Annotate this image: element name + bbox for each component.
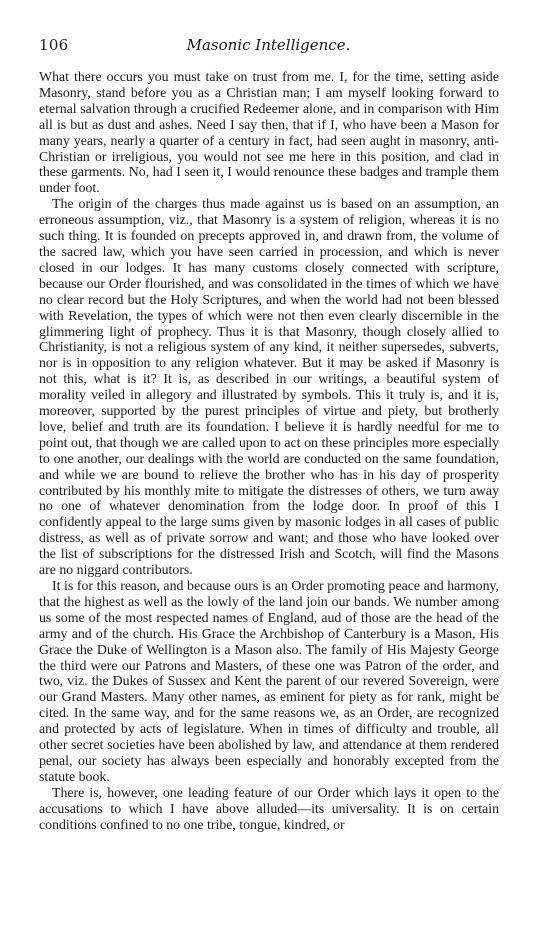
- body-text: [39, 69, 499, 833]
- paragraph: There is, however, one leading feature of our Order which lays it open to the accusations to which I have above alluded—its universality. It is on certain conditions confined to no one tribe, tongue, kindred, or: [39, 784, 499, 832]
- running-head: Masonic Intelligence.: [186, 36, 351, 54]
- page-number: 106: [39, 36, 69, 54]
- paragraph: It is for this reason, and because ours is an Order promoting peace and harmony, that the highest as well as the lowly of the land join our bands. We number among us some of the most respected names of England, aud of those are the head of the army and of the church. His Grace the Archbishop of Canterbury is a Mason, His Grace the Duke of Wellington is a Mason also. The family of His Majesty George the third were our Patrons and Masters, of these one was Patron of the order, and two, viz. the Dukes of Sussex and Kent the parent of our revered Sovereign, were our Grand Masters. Many other names, as eminent for piety as for rank, might be cited. In the same way, and for the same reasons we, as an Order, are recognized and protected by acts of legislature. When in times of difficulty and trouble, all other secret societies have been abolished by law, and attendance at them rendered penal, our society has always been especially and honorably excepted from the statute book.: [39, 578, 499, 784]
- paragraph: The origin of the charges thus made against us is based on an assumption, an erroneous assumption, viz., that Masonry is a system of religion, whereas it is no such thing. It is founded on precepts approved in, and drawn from, the volume of the sacred law, which you have seen carried in procession, and which is never closed in our lodges. It has many customs closely connected with scripture, because our Order flourished, and was consolidated in the times of which we have no clear record but the Holy Scriptures, and when the world had not been blessed with Revelation, the types of which were not then even clearly discernible in the glimmering light of prophecy. Thus it is that Masonry, though closely allied to Christianity, is not a religious system of any kind, it neither supersedes, subverts, nor is in opposition to any religion whatever. But it may be asked if Masonry is not this, what is it? It is, as described in our writings, a beautiful system of morality veiled in allegory and illustrated by symbols. This it truly is, and it is, moreover, supported by the purest principles of virtue and piety, but brotherly love, belief and truth are its foundation. I believe it is hardly needful for me to point out, that though we are called upon to act on these principles more especially to one another, our dealings with the world are conducted on the same foundation, and while we are bound to relieve the brother who has in his day of prosperity contributed by his monthly mite to mitigate the distresses of others, we turn away no one of whatever denomination from the lodge door. In proof of this I confidently appeal to the large sums given by masonic lodges in all cases of public distress, as well as of private sorrow and want; and those who have looked over the list of subscriptions for the distressed Irish and Scotch, will find the Masons are no niggard contributors.: [39, 196, 499, 578]
- paragraph: What there occurs you must take on trust from me. I, for the time, setting aside Masonry, stand before you as a Christian man; I am myself looking forward to eternal salvation through a crucified Redeemer alone, and in comparison with Him all is but as dust and ashes. Need I say then, that if I, who have been a Mason for many years, nearly a quarter of a century in fact, had seen aught in masonry, anti-Christian or irreligious, you would not see me here in this position, and clad in these garments. No, had I seen it, I would renounce these badges and trample them under foot.: [39, 69, 499, 196]
- page-header: [39, 36, 498, 58]
